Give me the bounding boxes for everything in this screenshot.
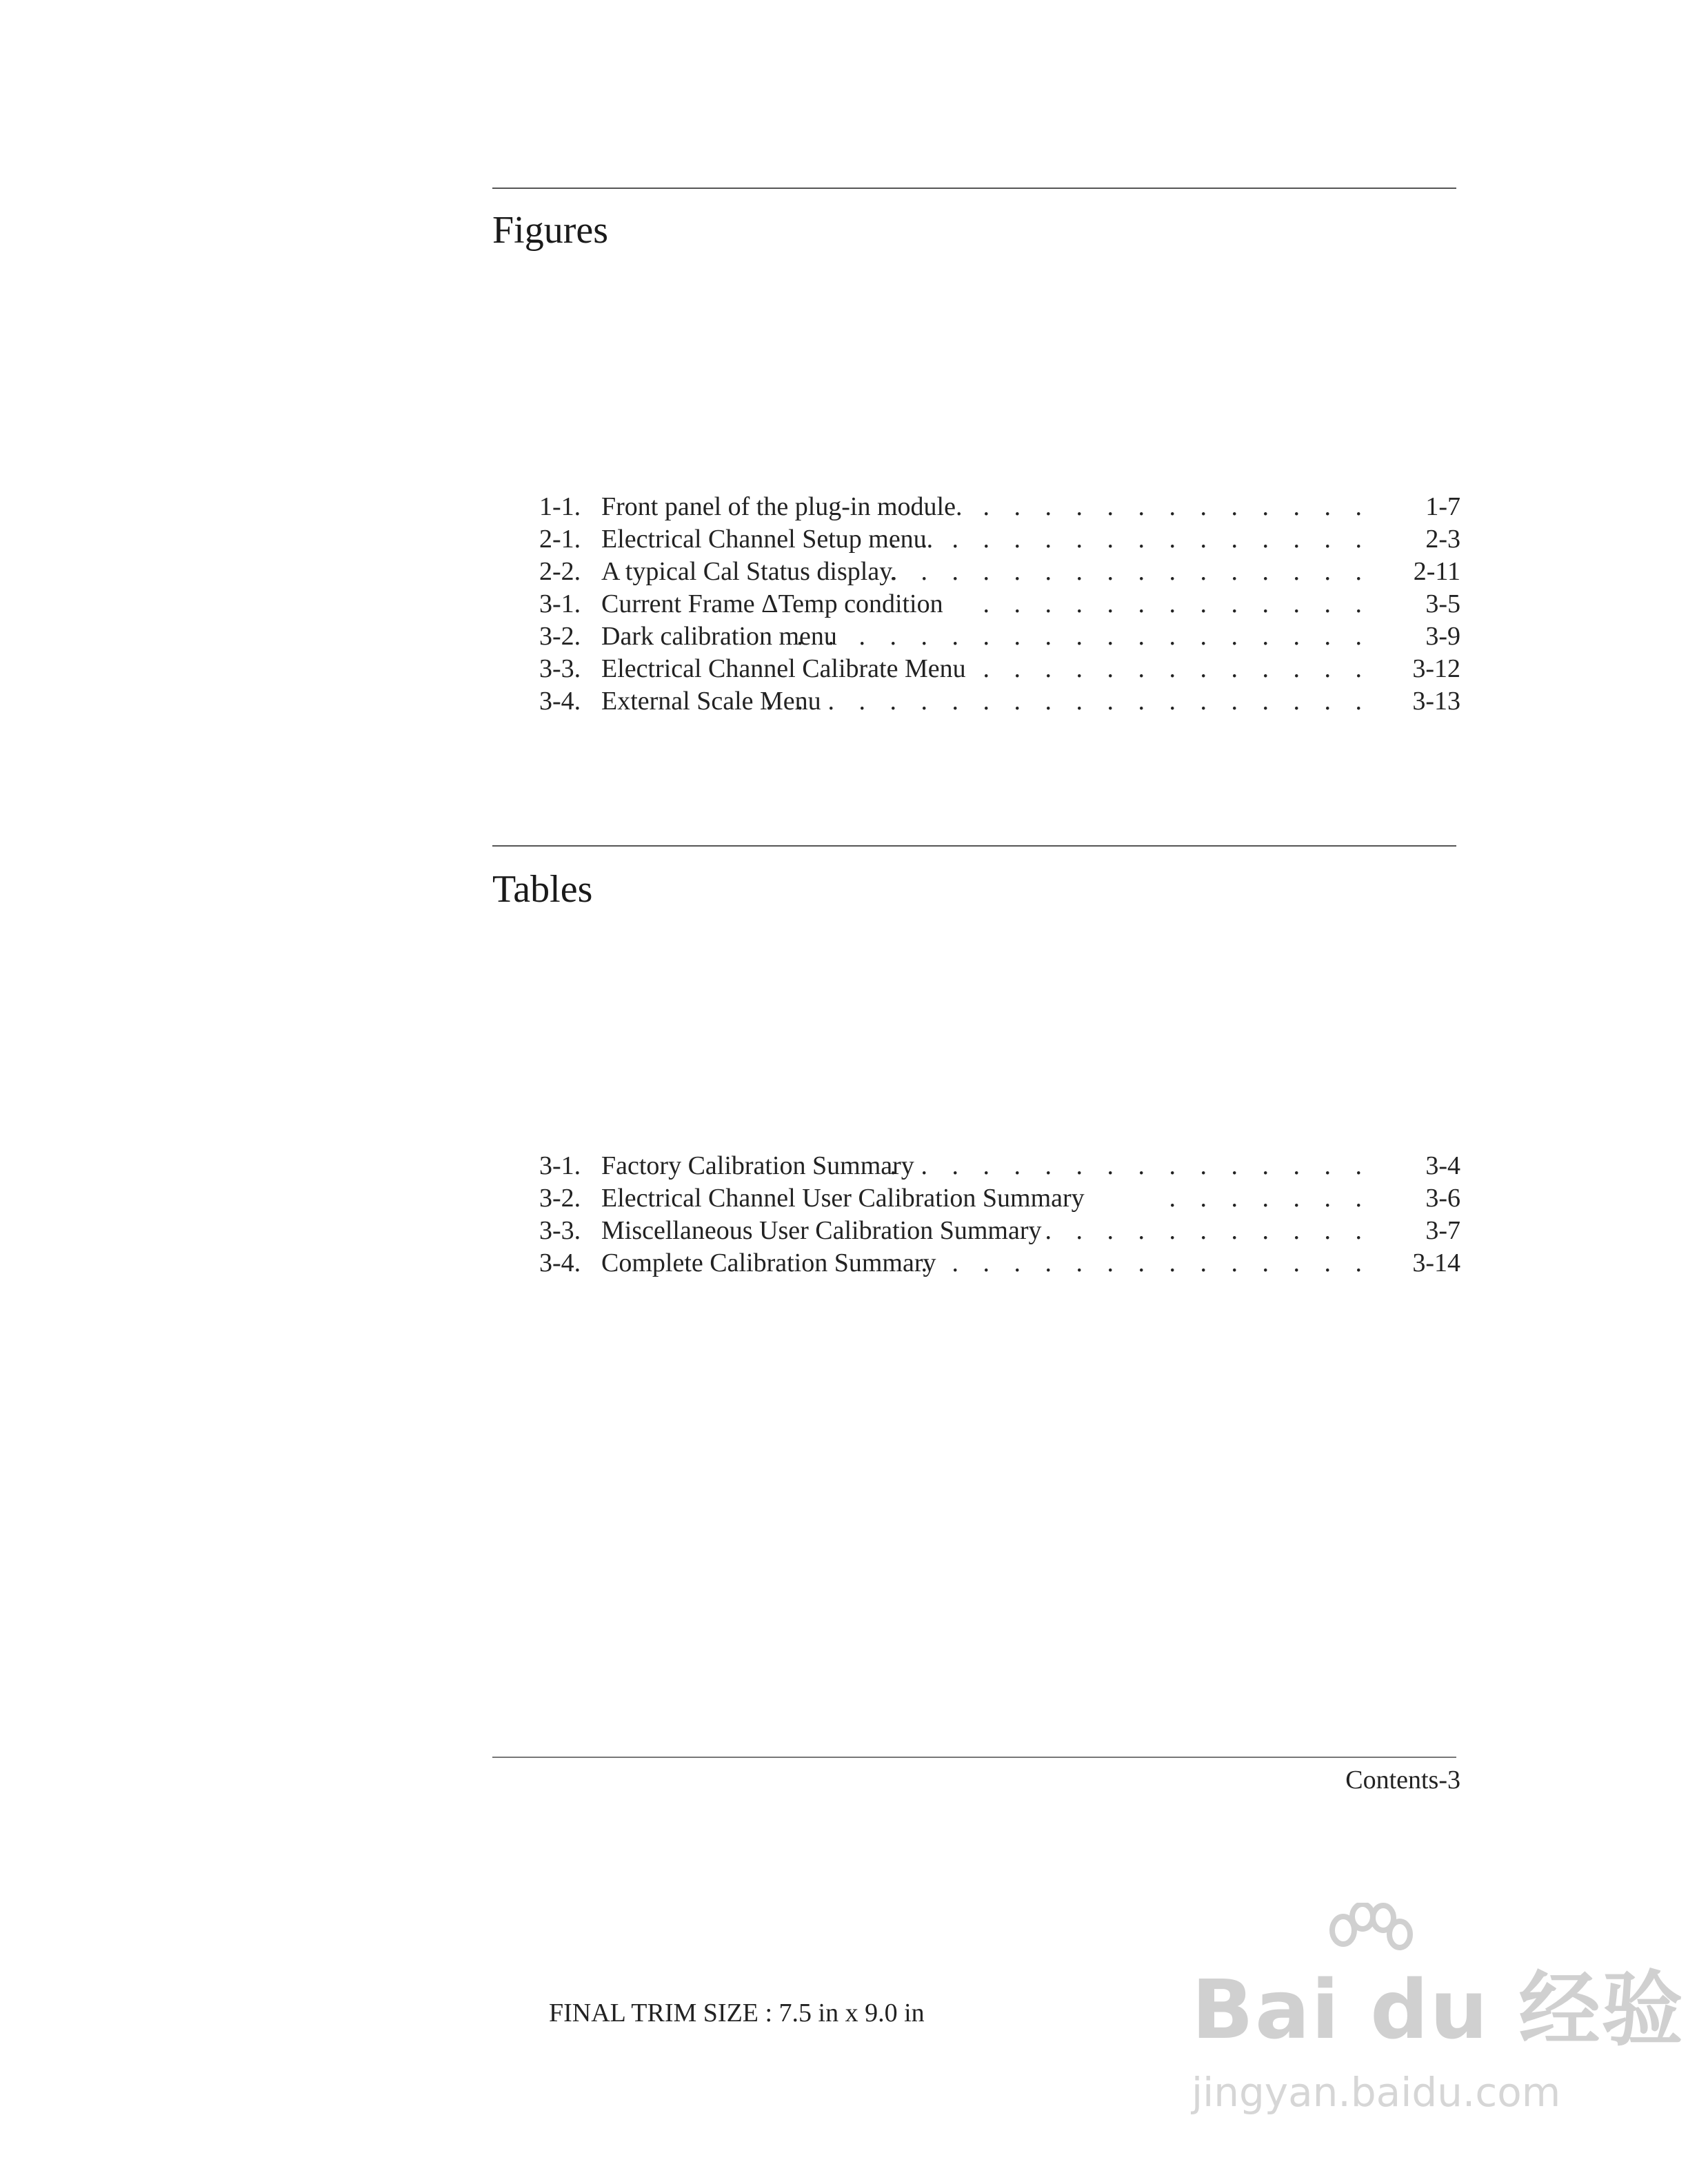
watermark-logo-text: Bai du 经验 — [1192, 1962, 1685, 2057]
list-item[interactable] — [539, 1247, 1460, 1280]
page-number: 1-7 — [1425, 492, 1460, 521]
leader-dots: . . . . . . . . . . . . . — [983, 589, 1371, 618]
figure-title: Dark calibration menu — [601, 622, 837, 651]
figure-title: A typical Cal Status display. — [601, 557, 898, 586]
list-item[interactable] — [539, 653, 1460, 685]
footer-rule — [492, 1757, 1456, 1758]
table-title: Electrical Channel User Calibration Summary — [601, 1184, 1085, 1213]
tables-list — [539, 1150, 1460, 1280]
list-item[interactable] — [539, 523, 1460, 556]
figure-title: Electrical Channel Setup menu. — [601, 525, 934, 554]
leader-dots: . . . . . . . . . . . . . — [983, 654, 1371, 683]
figures-top-rule — [492, 188, 1456, 189]
footer-page-label: Contents-3 — [1345, 1766, 1460, 1794]
figure-title: Current Frame ΔTemp condition — [601, 589, 943, 618]
figure-number: 3-1. — [539, 589, 581, 618]
table-title: Complete Calibration Summary — [601, 1248, 936, 1277]
leader-dots: . . . . . . . . . . . . . . . . — [890, 525, 1371, 554]
tables-heading: Tables — [492, 868, 593, 911]
table-number: 3-4. — [539, 1248, 581, 1277]
tables-top-rule — [492, 845, 1456, 847]
page-number: 3-7 — [1425, 1216, 1460, 1245]
leader-dots: . . . . . . . . . . . . . — [983, 492, 1371, 521]
page-number: 3-5 — [1425, 589, 1460, 618]
list-item[interactable] — [539, 1182, 1460, 1215]
figure-title: External Scale Menu — [601, 687, 821, 716]
page-number: 3-6 — [1425, 1184, 1460, 1213]
list-item[interactable] — [539, 556, 1460, 588]
table-title: Miscellaneous User Calibration Summary — [601, 1216, 1042, 1245]
figures-list — [539, 491, 1460, 718]
table-number: 3-3. — [539, 1216, 581, 1245]
figure-number: 2-2. — [539, 557, 581, 586]
watermark — [1178, 1903, 1685, 2130]
leader-dots: . . . . . . . . . . . . . . . . — [890, 557, 1371, 586]
page-number: 3-13 — [1412, 687, 1460, 716]
trim-size-note: FINAL TRIM SIZE : 7.5 in x 9.0 in — [549, 1999, 925, 2028]
figures-heading: Figures — [492, 209, 608, 252]
list-item[interactable] — [539, 1150, 1460, 1182]
leader-dots: . . . . . . . . . . . . . . . . . . . — [796, 622, 1371, 651]
page-number: 3-4 — [1425, 1151, 1460, 1180]
list-item[interactable] — [539, 491, 1460, 523]
page-number: 3-14 — [1412, 1248, 1460, 1277]
page-number: 3-9 — [1425, 622, 1460, 651]
figure-number: 3-2. — [539, 622, 581, 651]
list-item[interactable] — [539, 588, 1460, 620]
figure-number: 1-1. — [539, 492, 581, 521]
page-number: 3-12 — [1412, 654, 1460, 683]
figure-title: Front panel of the plug-in module. — [601, 492, 963, 521]
list-item[interactable] — [539, 1215, 1460, 1247]
figure-number: 3-3. — [539, 654, 581, 683]
figure-title: Electrical Channel Calibrate Menu — [601, 654, 966, 683]
list-item[interactable] — [539, 620, 1460, 653]
leader-dots: . . . . . . . . . . . . . . . . . . . . — [765, 687, 1371, 716]
leader-dots: . . . . . . . — [1169, 1184, 1371, 1213]
page-number: 2-3 — [1425, 525, 1460, 554]
table-number: 3-1. — [539, 1151, 581, 1180]
table-number: 3-2. — [539, 1184, 581, 1213]
leader-dots: . . . . . . . . . . . . . . . — [921, 1248, 1371, 1277]
watermark-url: jingyan.baidu.com — [1192, 2069, 1561, 2116]
table-title: Factory Calibration Summary — [601, 1151, 914, 1180]
leader-dots: . . . . . . . . . . . . . . . . — [890, 1151, 1371, 1180]
figure-number: 3-4. — [539, 687, 581, 716]
list-item[interactable] — [539, 685, 1460, 718]
page-number: 2-11 — [1413, 557, 1460, 586]
leader-dots: . . . . . . . . . . . — [1045, 1216, 1371, 1245]
figure-number: 2-1. — [539, 525, 581, 554]
